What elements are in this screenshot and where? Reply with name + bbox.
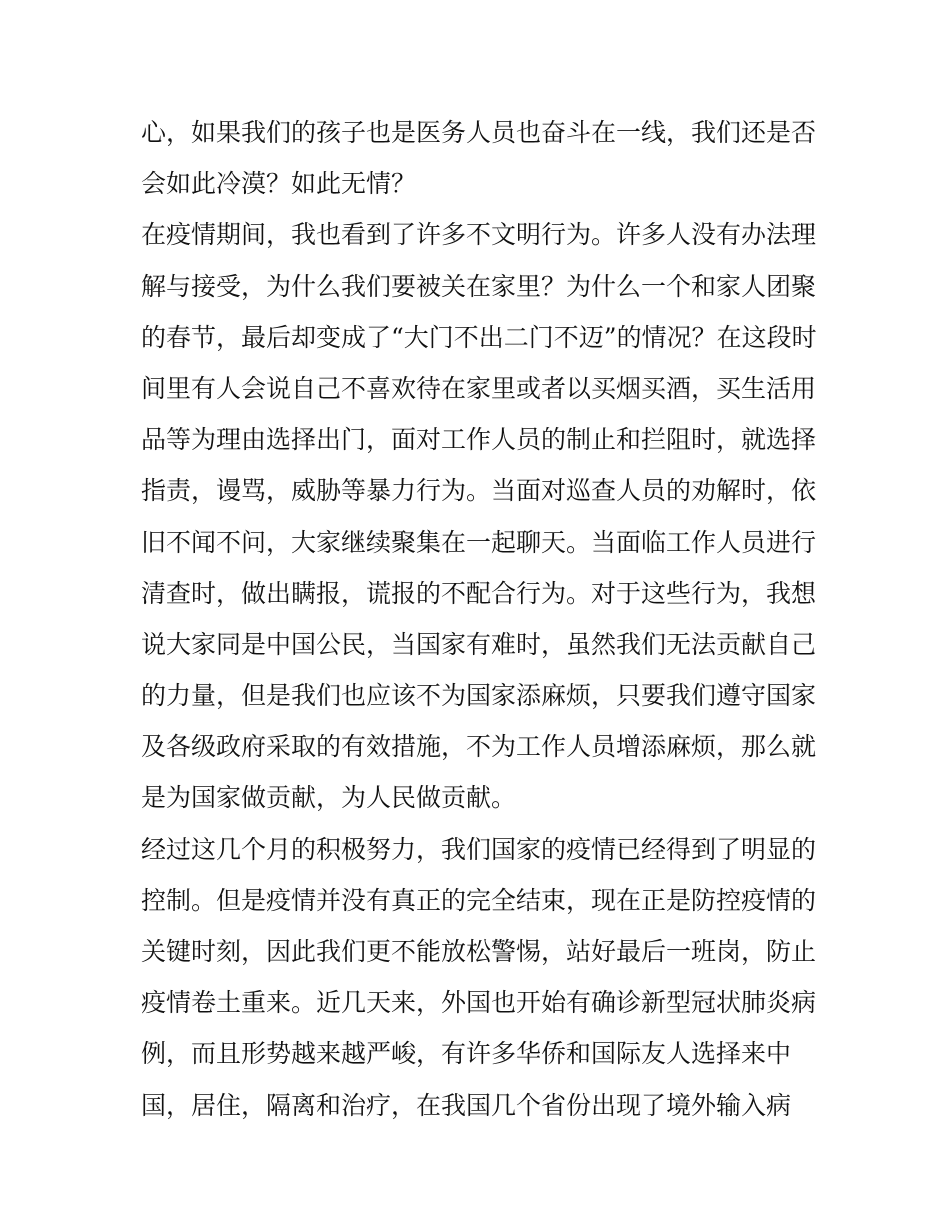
text-line: 疫情卷土重来。近几天来，外国也开始有确诊新型冠状肺炎病 (141, 988, 817, 1018)
body-text (141, 107, 821, 1131)
text-line: 在疫情期间，我也看到了许多不文明行为。许多人没有办法理 (141, 220, 817, 250)
text-line: 心，如果我们的孩子也是医务人员也奋斗在一线，我们还是否 (141, 118, 817, 147)
text-line: 旧不闻不问，大家继续聚集在一起聊天。当面临工作人员进行 (141, 527, 817, 557)
text-line: 间里有人会说自己不喜欢待在家里或者以买烟买酒，买生活用 (141, 373, 817, 403)
text-line: 经过这几个月的积极努力，我们国家的疫情已经得到了明显的 (141, 834, 817, 864)
text-line: 指责，谩骂，威胁等暴力行为。当面对巡查人员的劝解时，依 (141, 476, 817, 506)
text-line: 会如此冷漠？如此无情？ (141, 169, 417, 199)
text-line: 清查时，做出瞒报，谎报的不配合行为。对于这些行为，我想 (141, 578, 817, 608)
text-line: 解与接受，为什么我们要被关在家里？为什么一个和家人团聚 (141, 271, 817, 301)
text-line: 的力量，但是我们也应该不为国家添麻烦，只要我们遵守国家 (141, 681, 817, 711)
text-line: 关键时刻，因此我们更不能放松警惕，站好最后一班岗，防止 (141, 937, 817, 966)
text-line: 是为国家做贡献，为人民做贡献。 (141, 783, 517, 813)
text-line: 品等为理由选择出门，面对工作人员的制止和拦阻时，就选择 (141, 425, 817, 455)
text-line: 例，而且形势越来越严峻，有许多华侨和国际友人选择来中 (141, 1039, 792, 1069)
text-line: 的春节，最后却变成了“大门不出二门不迈”的情况？在这段时 (141, 322, 817, 352)
text-line: 控制。但是疫情并没有真正的完全结束，现在正是防控疫情的 (141, 885, 817, 915)
text-line: 说大家同是中国公民，当国家有难时，虽然我们无法贡献自己 (141, 629, 817, 659)
text-line: 国，居住，隔离和治疗，在我国几个省份出现了境外输入病 (141, 1090, 792, 1120)
text-line: 及各级政府采取的有效措施，不为工作人员增添麻烦，那么就 (141, 732, 817, 762)
